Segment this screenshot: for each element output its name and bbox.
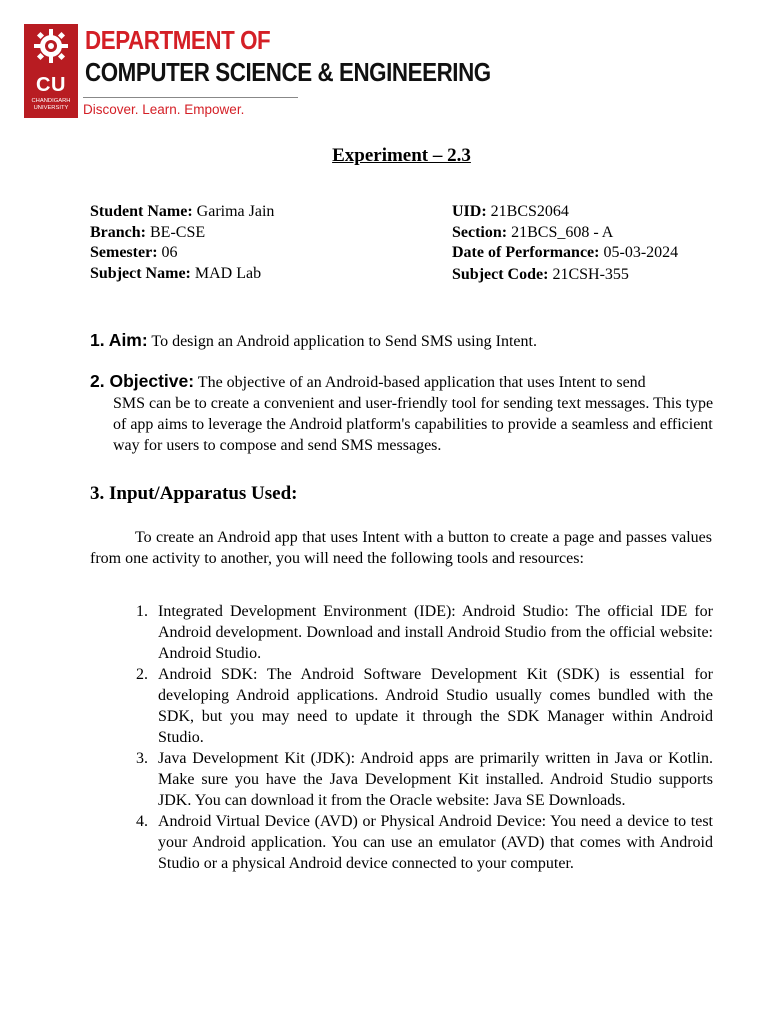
subject-name-row: Subject Name: MAD Lab: [90, 264, 262, 282]
uid-row: UID: 21BCS2064: [452, 203, 569, 220]
gear-emblem-icon: [24, 24, 78, 78]
uid-value: 21BCS2064: [490, 203, 569, 220]
date-of-performance-row: Date of Performance: 05-03-2024: [452, 244, 679, 261]
branch-row: Branch: BE-CSE: [90, 223, 206, 241]
subject-code-value: 21CSH-355: [552, 265, 629, 283]
date-of-performance-value: 05-03-2024: [603, 244, 679, 261]
apparatus-intro: To create an Android app that uses Intent with a button to create a page and passes values from one activity to another, you will need the following tools and resources:: [90, 529, 712, 567]
semester-row: Semester: 06: [90, 244, 178, 261]
objective-text-first: The objective of an Android-based application that uses Intent to send: [197, 374, 646, 391]
student-name: Garima Jain: [196, 203, 275, 220]
logo-cu-text: CU: [36, 74, 66, 96]
list-item: 4. Android Virtual Device (AVD) or Physical Android Device: You need a device to test your Android application. You can use an emulator (AVD) that comes with Android Studio or a physical Android device connected to your computer.: [136, 813, 713, 872]
list-item: 3. Java Development Kit (JDK): Android apps are primarily written in Java or Kotlin. Make sure you have the Java Development Kit installed. Android Studio supports JDK. You can download it from the Oracle website: Java SE Downloads.: [136, 750, 713, 809]
objective-section: [90, 371, 730, 456]
student-name-row: Student Name: Garima Jain: [90, 203, 275, 220]
aim-section: [90, 330, 537, 351]
subject-code-row: Subject Code: 21CSH-355: [452, 265, 629, 283]
list-item: 1. Integrated Development Environment (IDE): Android Studio: The official IDE for Android development. Download and install Android Studio from the official website: Android Studio.: [136, 603, 713, 662]
section-row: Section: 21BCS_608 - A: [452, 223, 614, 241]
experiment-title: Experiment – 2.3: [332, 145, 471, 166]
tools-list: [130, 601, 713, 874]
branch-value: BE-CSE: [150, 223, 206, 241]
list-item: 2. Android SDK: The Android Software Development Kit (SDK) is essential for developing Android applications. Android Studio usually comes bundled with the SDK, but you may need to update it through the SDK Manager within Android Studio.: [136, 666, 713, 746]
tagline: Discover. Learn. Empower.: [83, 102, 245, 117]
objective-heading: 2. Objective:: [90, 371, 195, 391]
semester-value: 06: [161, 244, 178, 261]
student-info-left: [90, 202, 274, 284]
letterhead: [24, 24, 491, 124]
header-divider: [83, 97, 298, 98]
aim-heading: 1. Aim:: [90, 330, 148, 350]
objective-text-rest: SMS can be to create a convenient and user-friendly tool for sending text messages. This type of app aims to leverage the Android platform's capabilities to provide a seamless and efficient way for users to compose and send SMS messages.: [113, 395, 714, 454]
student-info-right: [452, 202, 678, 285]
apparatus-heading: 3. Input/Apparatus Used:: [90, 483, 298, 504]
section-value: 21BCS_608 - A: [511, 223, 614, 241]
department-line-2: COMPUTER SCIENCE & ENGINEERING: [85, 57, 491, 87]
logo-university-text: CHANDIGARH UNIVERSITY: [31, 98, 71, 111]
subject-name-value: MAD Lab: [194, 264, 262, 282]
department-line-1: DEPARTMENT OF: [85, 25, 271, 55]
aim-text: To design an Android application to Send SMS using Intent.: [151, 333, 537, 350]
university-logo: [24, 24, 78, 118]
